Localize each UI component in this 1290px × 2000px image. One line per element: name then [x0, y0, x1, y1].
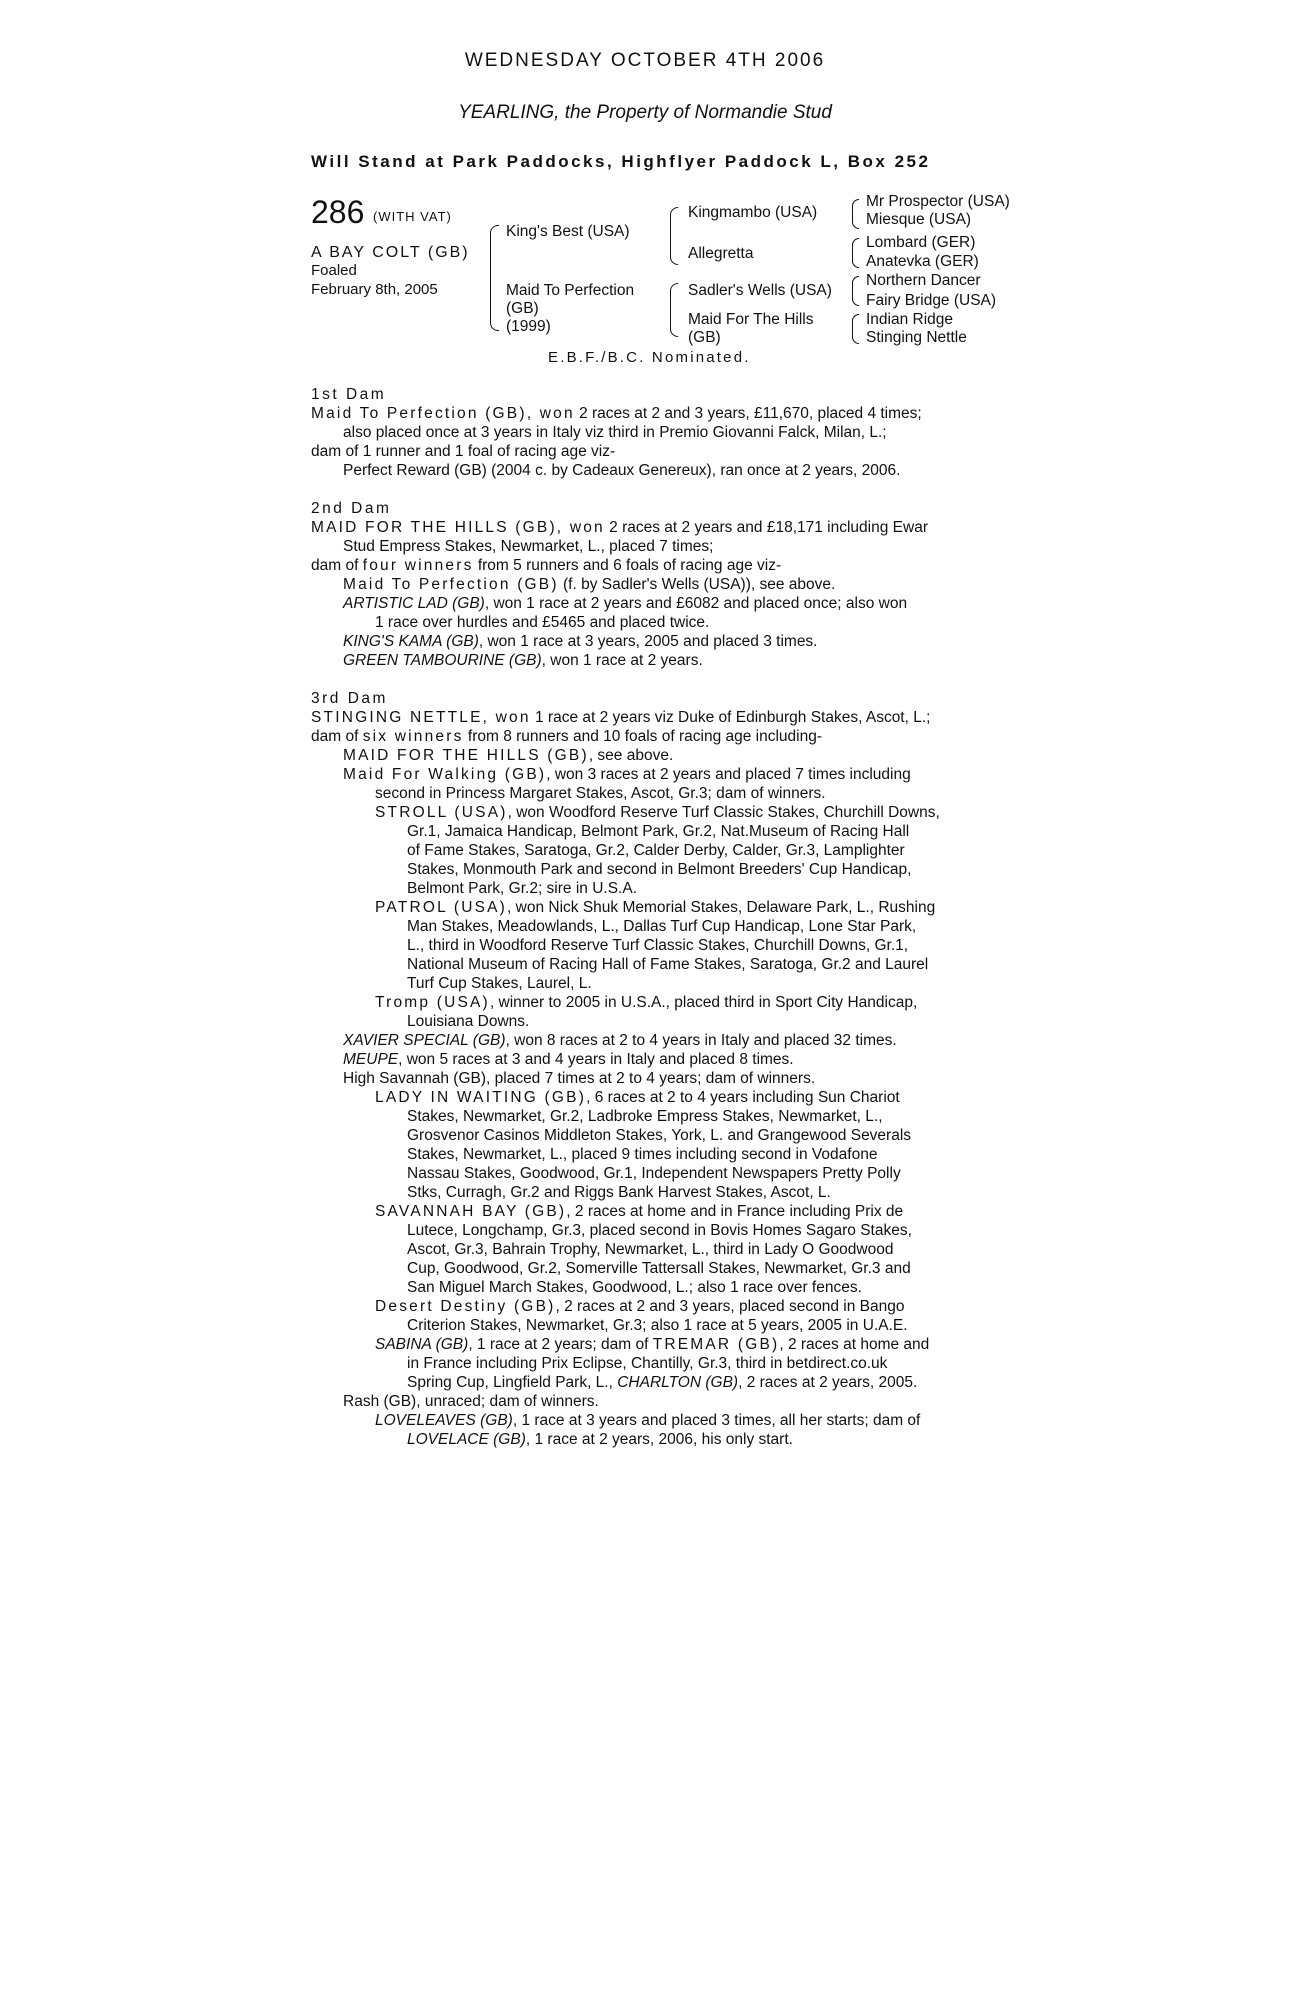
produce-line	[311, 1411, 981, 1430]
produce-text: in France including Prix Eclipse, Chantilly, Gr.3, third in betdirect.co.uk	[407, 1355, 888, 1372]
produce-line	[311, 1354, 981, 1373]
produce-text: 1 race at 2 years viz Duke of Edinburgh Stakes, Ascot, L.;	[530, 709, 931, 726]
produce-text: L., third in Woodford Reserve Turf Classic Stakes, Churchill Downs, Gr.1,	[407, 937, 909, 954]
produce-text: Maid For Walking (GB)	[343, 766, 547, 783]
pedigree-sire-dam: Allegretta	[688, 245, 754, 262]
produce-text: High Savannah (GB), placed 7 times at 2 to 4 years; dam of winners.	[343, 1070, 816, 1087]
produce-line	[311, 1392, 981, 1411]
produce-text: from 8 runners and 10 foals of racing age including-	[463, 728, 823, 745]
produce-text: , 1 race at 2 years; dam of	[468, 1336, 653, 1353]
produce-line	[311, 1031, 981, 1050]
first-dam-section	[311, 385, 981, 480]
produce-line	[311, 1259, 981, 1278]
produce-line	[311, 1278, 981, 1297]
produce-line	[311, 1088, 981, 1107]
pedigree-dam-sire: Sadler's Wells (USA)	[688, 282, 832, 299]
produce-line	[311, 765, 981, 784]
produce-line	[311, 1107, 981, 1126]
pedigree-ssd: Miesque (USA)	[866, 211, 972, 228]
produce-line: GREEN TAMBOURINE (GB), won 1 race at 2 years.	[343, 652, 703, 669]
produce-line	[311, 1126, 981, 1145]
pedigree-dam-line1: Maid To Perfection	[506, 282, 635, 299]
lot-number: 286	[311, 194, 365, 230]
section-title: 2nd Dam	[311, 500, 392, 517]
produce-line	[311, 1221, 981, 1240]
produce-text: MEUPE	[343, 1051, 399, 1068]
pedigree-dss: Northern Dancer	[866, 272, 981, 289]
pedigree-brace-dam	[670, 283, 678, 337]
produce-line	[311, 1240, 981, 1259]
produce-text: National Museum of Racing Hall of Fame Stakes, Saratoga, Gr.2 and Laurel	[407, 956, 929, 973]
pedigree-brace-dd	[852, 314, 859, 344]
produce-text: , won 3 races at 2 years and placed 7 times including	[546, 766, 911, 783]
produce-text: , 2 races at home and	[779, 1336, 930, 1353]
produce-line	[311, 1373, 981, 1392]
produce-line	[311, 1069, 981, 1088]
produce-line	[311, 1202, 981, 1221]
produce-text: LOVELACE (GB)	[407, 1431, 526, 1448]
pedigree-brace-sd	[852, 238, 859, 268]
dam-line: dam of four winners from 5 runners and 6 foals of racing age viz-	[311, 557, 782, 574]
produce-text: Louisiana Downs.	[407, 1013, 530, 1030]
produce-line: Maid To Perfection (GB) (f. by Sadler's Wells (USA)), see above.	[343, 576, 836, 593]
produce-text: PATROL (USA)	[375, 899, 508, 916]
produce-text: Stakes, Monmouth Park and second in Belmont Breeders' Cup Handicap,	[407, 861, 912, 878]
produce-text: Tromp (USA)	[375, 994, 490, 1011]
produce-text: , won 8 races at 2 to 4 years in Italy and placed 32 times.	[505, 1032, 897, 1049]
pedigree-dam-dam-line2: (GB)	[688, 329, 721, 346]
section-title: 1st Dam	[311, 386, 387, 403]
produce-text: , 2 races at 2 years, 2005.	[738, 1374, 918, 1391]
produce-text: LADY IN WAITING (GB)	[375, 1089, 587, 1106]
vat-note: (WITH VAT)	[373, 209, 452, 224]
produce-text: Grosvenor Casinos Middleton Stakes, York, L. and Grangewood Severals	[407, 1127, 912, 1144]
dam-line: Maid To Perfection (GB), won 2 races at 2 and 3 years, £11,670, placed 4 times;	[311, 405, 922, 422]
produce-text: Belmont Park, Gr.2; sire in U.S.A.	[407, 880, 637, 897]
pedigree-ddd: Stinging Nettle	[866, 329, 967, 346]
produce-text: Turf Cup Stakes, Laurel, L.	[407, 975, 592, 992]
produce-text: Desert Destiny (GB)	[375, 1298, 556, 1315]
produce-text: , see above.	[588, 747, 674, 764]
produce-text: second in Princess Margaret Stakes, Ascot, Gr.3; dam of winners.	[375, 785, 826, 802]
third-dam-lines	[311, 708, 981, 1449]
produce-text: Nassau Stakes, Goodwood, Gr.1, Independent Newspapers Pretty Polly	[407, 1165, 901, 1182]
pedigree-sss: Mr Prospector (USA)	[866, 193, 1010, 210]
produce-text: Stakes, Newmarket, Gr.2, Ladbroke Empress Stakes, Newmarket, L.,	[407, 1108, 883, 1125]
produce-line	[311, 1012, 981, 1031]
produce-text: Stakes, Newmarket, L., placed 9 times including second in Vodafone	[407, 1146, 878, 1163]
produce-text: , won 5 races at 3 and 4 years in Italy and placed 8 times.	[398, 1051, 794, 1068]
section-title: 3rd Dam	[311, 690, 388, 707]
produce-text: six winners	[362, 728, 464, 745]
produce-line	[311, 727, 981, 746]
produce-line	[311, 1145, 981, 1164]
produce-line	[311, 898, 981, 917]
produce-text: LOVELEAVES (GB)	[375, 1412, 513, 1429]
pedigree-sdd: Anatevka (GER)	[866, 253, 979, 270]
lot-description: A BAY COLT (GB)	[311, 244, 470, 261]
produce-line	[311, 1050, 981, 1069]
produce-text: , 6 races at 2 to 4 years including Sun Chariot	[586, 1089, 900, 1106]
pedigree-sire-sire: Kingmambo (USA)	[688, 204, 818, 221]
pedigree-dam-dam-line1: Maid For The Hills	[688, 311, 814, 328]
produce-text: Criterion Stakes, Newmarket, Gr.3; also 1 race at 5 years, 2005 in U.A.E.	[407, 1317, 908, 1334]
produce-text: Ascot, Gr.3, Bahrain Trophy, Newmarket, L., third in Lady O Goodwood	[407, 1241, 894, 1258]
produce-line	[311, 993, 981, 1012]
produce-text: MAID FOR THE HILLS (GB)	[343, 747, 589, 764]
pedigree-dam-line3: (1999)	[506, 318, 551, 335]
produce-text: San Miguel March Stakes, Goodwood, L.; also 1 race over fences.	[407, 1279, 862, 1296]
pedigree-sds: Lombard (GER)	[866, 234, 976, 251]
sale-date: WEDNESDAY OCTOBER 4TH 2006	[464, 50, 826, 71]
produce-line: KING'S KAMA (GB), won 1 race at 3 years, 2005 and placed 3 times.	[343, 633, 818, 650]
produce-text: Cup, Goodwood, Gr.2, Somerville Tattersall Stakes, Newmarket, Gr.3 and	[407, 1260, 911, 1277]
produce-line	[311, 879, 981, 898]
pedigree-dam-line2: (GB)	[506, 300, 539, 317]
produce-text: of Fame Stakes, Saratoga, Gr.2, Calder Derby, Calder, Gr.3, Lamplighter	[407, 842, 905, 859]
pedigree-brace-sire	[670, 207, 678, 265]
produce-line	[311, 1430, 981, 1449]
produce-line	[311, 708, 981, 727]
produce-text: , won Woodford Reserve Turf Classic Stakes, Churchill Downs,	[507, 804, 940, 821]
produce-line	[311, 1297, 981, 1316]
produce-text: Man Stakes, Meadowlands, L., Dallas Turf Cup Handicap, Lone Star Park,	[407, 918, 917, 935]
produce-text: dam of	[311, 728, 363, 745]
produce-text: Spring Cup, Lingfield Park, L.,	[407, 1374, 618, 1391]
produce-line	[311, 1335, 981, 1354]
pedigree-dsd: Fairy Bridge (USA)	[866, 292, 997, 309]
stand-location: Will Stand at Park Paddocks, Highflyer Paddock L, Box 252	[311, 152, 931, 171]
produce-line	[311, 746, 981, 765]
produce-line	[311, 1183, 981, 1202]
produce-text: SABINA (GB)	[375, 1336, 469, 1353]
pedigree-brace-gen1	[490, 225, 499, 331]
third-dam-section	[311, 689, 981, 1449]
produce-line: ARTISTIC LAD (GB), won 1 race at 2 years and £6082 and placed once; also won	[343, 595, 908, 612]
produce-line	[311, 1164, 981, 1183]
produce-line	[311, 917, 981, 936]
produce-line	[311, 955, 981, 974]
second-dam-section	[311, 499, 981, 670]
produce-line	[311, 974, 981, 993]
dam-line: dam of 1 runner and 1 foal of racing age viz-	[311, 443, 616, 460]
produce-text: , winner to 2005 in U.S.A., placed third in Sport City Handicap,	[489, 994, 918, 1011]
produce-line: 1 race over hurdles and £5465 and placed twice.	[375, 614, 710, 631]
produce-text: TREMAR (GB)	[652, 1336, 780, 1353]
foaled-date: February 8th, 2005	[311, 281, 438, 298]
produce-text: CHARLTON (GB)	[617, 1374, 739, 1391]
produce-text: XAVIER SPECIAL (GB)	[343, 1032, 506, 1049]
dam-line: MAID FOR THE HILLS (GB), won 2 races at 2 years and £18,171 including Ewar	[311, 519, 928, 536]
produce-text: , 1 race at 3 years and placed 3 times, all her starts; dam of	[512, 1412, 921, 1429]
pedigree-brace-ss	[852, 199, 859, 229]
produce-text: Gr.1, Jamaica Handicap, Belmont Park, Gr.2, Nat.Museum of Racing Hall	[407, 823, 910, 840]
produce-text: , won Nick Shuk Memorial Stakes, Delaware Park, L., Rushing	[507, 899, 936, 916]
dam-line: also placed once at 3 years in Italy viz third in Premio Giovanni Falck, Milan, L.;	[343, 424, 887, 441]
produce-text: Stks, Curragh, Gr.2 and Riggs Bank Harvest Stakes, Ascot, L.	[407, 1184, 831, 1201]
produce-text: STROLL (USA)	[375, 804, 508, 821]
produce-line	[311, 841, 981, 860]
produce-text: STINGING NETTLE, won	[311, 709, 531, 726]
produce-text: Lutece, Longchamp, Gr.3, placed second in Bovis Homes Sagaro Stakes,	[407, 1222, 912, 1239]
produce-line	[311, 860, 981, 879]
pedigree-brace-ds	[852, 276, 859, 306]
foaled-label: Foaled	[311, 262, 357, 279]
produce-line	[311, 784, 981, 803]
nomination-note: E.B.F./B.C. Nominated.	[548, 349, 751, 366]
property-line: YEARLING, the Property of Normandie Stud	[458, 102, 832, 123]
produce-line	[311, 936, 981, 955]
produce-line	[311, 803, 981, 822]
pedigree-sire: King's Best (USA)	[506, 223, 630, 240]
pedigree-dds: Indian Ridge	[866, 311, 954, 328]
dam-line: Stud Empress Stakes, Newmarket, L., placed 7 times;	[343, 538, 714, 555]
produce-text: , 2 races at 2 and 3 years, placed second in Bango	[555, 1298, 905, 1315]
produce-text: , 2 races at home and in France including Prix de	[566, 1203, 904, 1220]
produce-line	[311, 822, 981, 841]
produce-line	[311, 1316, 981, 1335]
produce-text: SAVANNAH BAY (GB)	[375, 1203, 567, 1220]
produce-text: , 1 race at 2 years, 2006, his only start.	[525, 1431, 793, 1448]
produce-line: Perfect Reward (GB) (2004 c. by Cadeaux Genereux), ran once at 2 years, 2006.	[343, 462, 901, 479]
produce-text: Rash (GB), unraced; dam of winners.	[343, 1393, 599, 1410]
